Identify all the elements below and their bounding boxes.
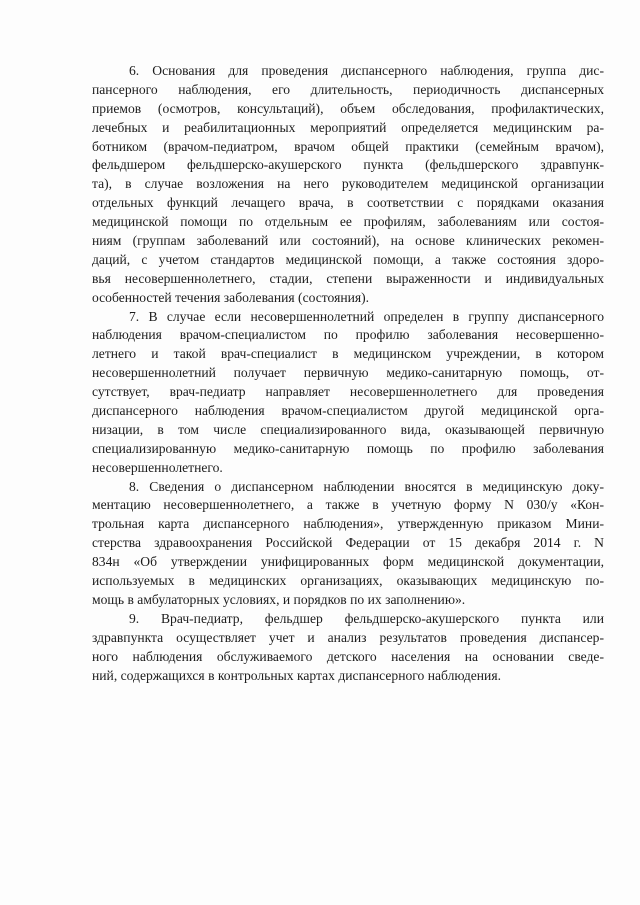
text-line: 6. Основания для проведения диспансерного наблюдения, группа дис- [129,63,604,78]
text-line: 9. Врач-педиатр, фельдшер фельдшерско-акушерского пункта или [129,610,604,626]
text-line: особенностей течения заболевания (состояния). [92,289,370,305]
text-line: мощь в амбулаторных условиях, и порядков по их заполнению». [92,591,466,607]
text-line: наблюдения врачом-специалистом по профилю заболевания несовершенно- [92,327,604,343]
text-line: ниям (группам заболеваний или состояний), на основе клинических рекомен- [92,233,604,249]
paragraph-8 [92,478,604,610]
paragraph-6 [92,62,604,308]
paragraph-7 [92,308,604,478]
text-line: здравпункта осуществляет учет и анализ результатов проведения диспансер- [92,629,604,645]
text-line: летнего и такой врач-специалист в медицинском учреждении, в котором [92,346,604,362]
text-line: даций, с учетом стандартов медицинской помощи, а также состояния здоро- [92,251,604,267]
text-line: приемов (осмотров, консультаций), объем обследования, профилактических, [92,100,604,116]
text-line: несовершеннолетний получает первичную медико-санитарную помощь, от- [92,365,604,381]
text-line: диспансерного наблюдения врачом-специалистом другой медицинской орга- [92,403,604,419]
text-line: вья несовершеннолетнего, стадии, степени выраженности и индивидуальных [92,270,604,286]
text-line: пансерного наблюдения, его длительность, периодичность диспансерных [92,81,604,97]
text-line: трольная карта диспансерного наблюдения», утвержденную приказом Мини- [92,516,604,532]
text-line: ментацию несовершеннолетнего, а также в учетную форму N 030/у «Кон- [92,497,604,513]
text-line: 7. В случае если несовершеннолетний определен в группу диспансерного [129,308,604,324]
text-line: фельдшером фельдшерско-акушерского пункта (фельдшерского здравпунк- [92,157,604,173]
text-line: медицинской помощи по отдельным ее профилям, заболеваниям или состоя- [92,214,604,230]
text-line: 8. Сведения о диспансерном наблюдении вносятся в медицинскую доку- [129,478,604,494]
text-line: 834н «Об утверждении унифицированных форм медицинской документации, [92,554,604,570]
text-line: низации, в том числе специализированного вида, оказывающей первичную [92,421,604,437]
text-line: отдельных функций лечащего врача, в соответствии с порядками оказания [92,195,604,211]
text-line: та), в случае возложения на него руководителем медицинской организации [92,176,604,192]
document-body [92,62,604,685]
text-line: ний, содержащихся в контрольных картах диспансерного наблюдения. [92,667,501,683]
text-line: ботником (врачом-педиатром, врачом общей практики (семейным врачом), [92,138,604,154]
text-line: несовершеннолетнего. [92,459,223,475]
text-line: специализированную медико-санитарную помощь по профилю заболевания [92,440,604,456]
text-line: стерства здравоохранения Российской Федерации от 15 декабря 2014 г. N [92,535,604,551]
text-line: ного наблюдения обслуживаемого детского населения на основании сведе- [92,648,604,664]
paragraph-9 [92,610,604,686]
text-line: используемых в медицинских организациях, оказывающих медицинскую по- [92,573,604,589]
text-line: сутствует, врач-педиатр направляет несовершеннолетнего для проведения [92,384,604,400]
text-line: лечебных и реабилитационных мероприятий определяется медицинским ра- [92,119,604,135]
